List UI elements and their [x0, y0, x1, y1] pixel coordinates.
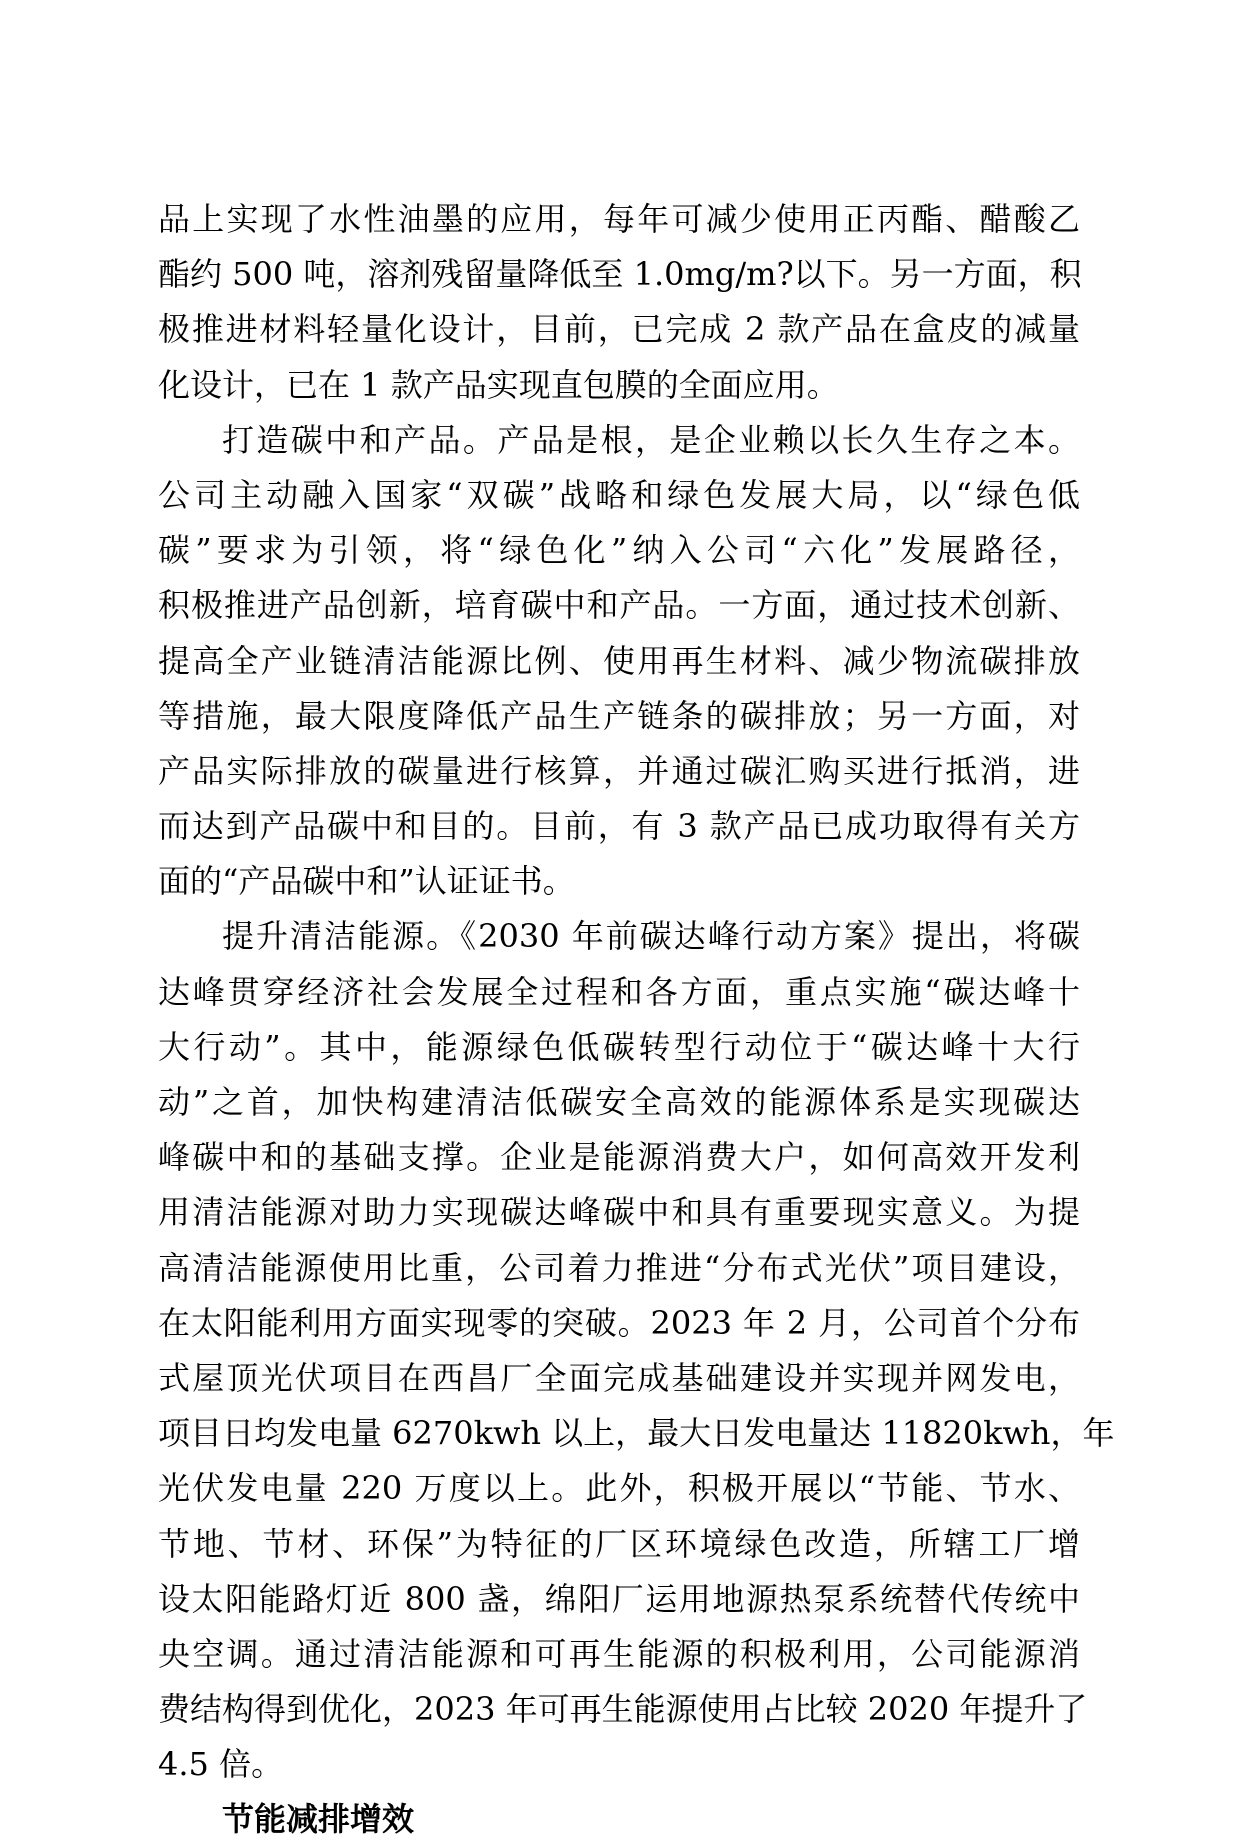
- paragraph-line: 面的“产品碳中和”认证证书。: [158, 862, 575, 901]
- paragraph-line: 4.5 倍。: [158, 1745, 284, 1784]
- paragraph-line: 动”之首，加快构建清洁低碳安全高效的能源体系是实现碳达: [158, 1083, 1080, 1121]
- paragraph-line: 提升清洁能源。《2030 年前碳达峰行动方案》提出，将碳: [222, 917, 1080, 956]
- document-page: [158, 192, 1115, 1848]
- paragraph-line: 设太阳能路灯近 800 盏，绵阳厂运用地源热泵系统替代传统中: [158, 1579, 1080, 1618]
- paragraph-line: 大行动”。其中，能源绿色低碳转型行动位于“碳达峰十大行: [158, 1027, 1080, 1066]
- paragraph-line: 峰碳中和的基础支撑。企业是能源消费大户，如何高效开发利: [158, 1138, 1080, 1177]
- paragraph-line: 节地、节材、环保”为特征的厂区环境绿色改造，所辖工厂增: [158, 1524, 1080, 1563]
- paragraph-line: 式屋顶光伏项目在西昌厂全面完成基础建设并实现并网发电，: [158, 1358, 1080, 1397]
- paragraph-line: 达峰贯穿经济社会发展全过程和各方面，重点实施“碳达峰十: [158, 972, 1080, 1011]
- paragraph-line: 在太阳能利用方面实现零的突破。2023 年 2 月，公司首个分布: [158, 1303, 1080, 1342]
- paragraph-line: 碳”要求为引领，将“绿色化”纳入公司“六化”发展路径，: [158, 531, 1080, 570]
- paragraph-line: 等措施，最大限度降低产品生产链条的碳排放；另一方面，对: [158, 696, 1080, 735]
- paragraph-line: 而达到产品碳中和目的。目前，有 3 款产品已成功取得有关方: [158, 807, 1080, 846]
- paragraph-line: 公司主动融入国家“双碳”战略和绿色发展大局，以“绿色低: [158, 475, 1080, 514]
- paragraph-line: 打造碳中和产品。产品是根，是企业赖以长久生存之本。: [222, 420, 1080, 459]
- paragraph-line: 光伏发电量 220 万度以上。此外，积极开展以“节能、节水、: [158, 1469, 1080, 1508]
- paragraph-line: 费结构得到优化，2023 年可再生能源使用占比较 2020 年提升了: [158, 1690, 1088, 1729]
- paragraph-line: 项目日均发电量 6270kwh 以上，最大日发电量达 11820kwh，年: [158, 1414, 1115, 1453]
- paragraph-line: 酯约 500 吨，溶剂残留量降低至 1.0mg/m?以下。另一方面，积: [158, 255, 1082, 294]
- paragraph-line: 积极推进产品创新，培育碳中和产品。一方面，通过技术创新、: [158, 586, 1080, 625]
- paragraph-line: 高清洁能源使用比重，公司着力推进“分布式光伏”项目建设，: [158, 1248, 1080, 1287]
- paragraph-line: 用清洁能源对助力实现碳达峰碳中和具有重要现实意义。为提: [158, 1193, 1080, 1232]
- paragraph-line: 产品实际排放的碳量进行核算，并通过碳汇购买进行抵消，进: [158, 751, 1080, 790]
- paragraph-line: 央空调。通过清洁能源和可再生能源的积极利用，公司能源消: [158, 1634, 1080, 1673]
- paragraph-line: 提高全产业链清洁能源比例、使用再生材料、减少物流碳排放: [158, 641, 1080, 680]
- paragraph-line: 品上实现了水性油墨的应用，每年可减少使用正丙酯、醋酸乙: [158, 200, 1080, 238]
- paragraph-line: 化设计，已在 1 款产品实现直包膜的全面应用。: [158, 365, 839, 404]
- paragraph-line: 极推进材料轻量化设计，目前，已完成 2 款产品在盒皮的减量: [158, 310, 1080, 349]
- section-heading: 节能减排增效: [222, 1800, 415, 1839]
